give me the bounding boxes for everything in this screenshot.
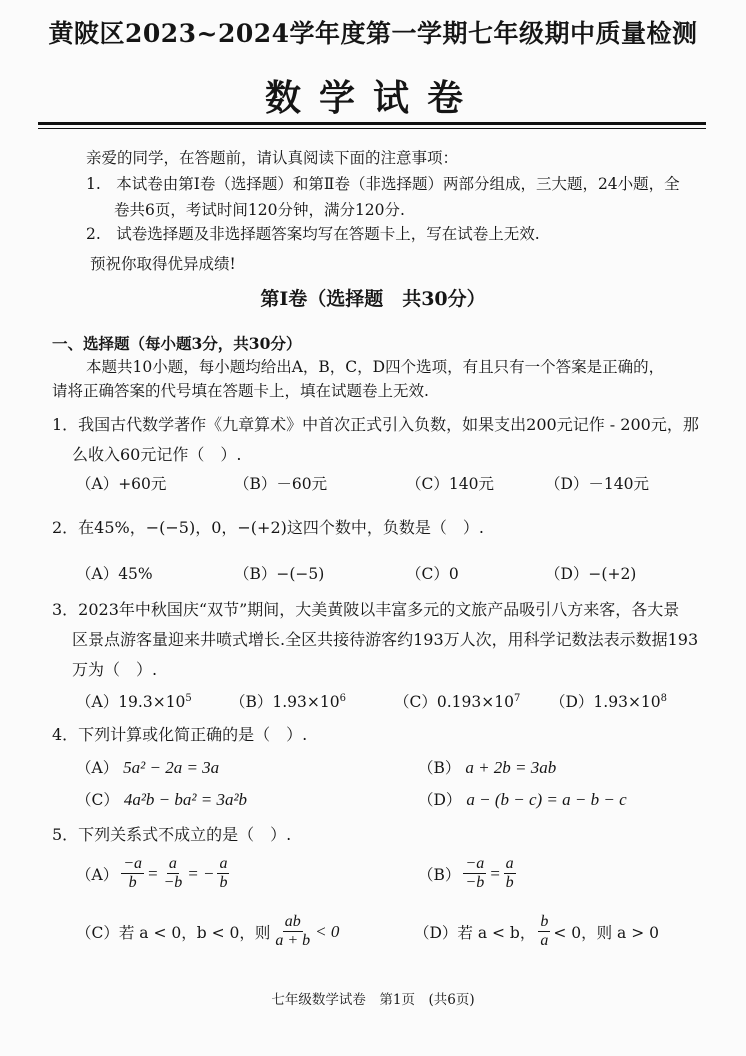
fraction: $\frac{a}{-b}$ <box>163 855 183 892</box>
exam-title: 黄陂区2023~2024学年度第一学期七年级期中质量检测 <box>48 19 698 48</box>
fraction: $\frac{a}{b}$ <box>505 855 514 892</box>
question-3-stem-line-3: 万为（ ）. <box>72 660 158 679</box>
fraction: $\frac{-a}{b}$ <box>123 855 142 892</box>
title-rule-thin <box>38 128 706 129</box>
question-5-option-a: （A） $\frac{-a}{b}$ = $\frac{a}{-b}$ = − $\frac{a}{b}$ <box>76 855 228 892</box>
question-5-option-b: （B） $\frac{-a}{-b}$ = $\frac{a}{b}$ <box>418 855 514 892</box>
part-intro-line-2: 请将正确答案的代号填在答题卡上，填在试题卷上无效. <box>52 382 429 400</box>
question-4-option-b: （B） a + 2b = 3ab <box>418 758 557 777</box>
notice-item-1-line-1: 1. 本试卷由第Ⅰ卷（选择题）和第Ⅱ卷（非选择题）两部分组成，三大题，24小题，全 <box>86 175 680 193</box>
question-4-option-a: （A） 5a² − 2a = 3a <box>76 758 220 777</box>
question-2-option-a: （A）45% <box>76 565 153 583</box>
question-1-option-a: （A）+60元 <box>76 475 167 493</box>
question-3-option-d: $(D)1.93\times 10^8$ <box>550 692 668 711</box>
notice-item-1-line-2: 卷共6页，考试时间120分钟，满分120分. <box>114 201 405 219</box>
question-2-option-b: （B）−(−5) <box>234 565 325 583</box>
notice-wish: 预祝你取得优异成绩! <box>90 255 236 273</box>
question-1-option-b: （B）－60元 <box>234 475 328 493</box>
question-2-stem: 2．在45%，−(−5)，0，−(+2)这四个数中，负数是（ ）. <box>52 518 484 537</box>
question-1-option-c: （C）140元 <box>406 475 494 493</box>
question-4-option-d: （D） a − (b − c) = a − b − c <box>418 790 627 809</box>
question-1-stem-line-2: 么收入60元记作（ ）. <box>72 445 242 464</box>
part-title: 一、选择题（每小题3分，共30分） <box>52 334 302 353</box>
question-3-stem-line-1: 3．2023年中秋国庆“双节”期间，大美黄陂以丰富多元的文旅产品吸引八方来客，各大景 <box>52 600 680 619</box>
paper-title: 数学试卷 <box>264 77 481 119</box>
section-title: 第Ⅰ卷（选择题 共30分） <box>260 288 486 310</box>
question-2-option-c: （C）0 <box>406 565 459 583</box>
question-1-stem-line-1: 1．我国古代数学著作《九章算术》中首次正式引入负数，如果支出200元记作 - 200元，那 <box>52 415 699 434</box>
page-footer: 七年级数学试卷 第1页 (共6页) <box>271 992 475 1008</box>
fraction: $\frac{ab}{a + b}$ <box>275 913 311 950</box>
fraction: $\frac{a}{b}$ <box>219 855 228 892</box>
notice-greeting: 亲爱的同学，在答题前，请认真阅读下面的注意事项： <box>86 149 459 167</box>
fraction: $\frac{-a}{-b}$ <box>465 855 485 892</box>
question-3-option-a: $(A)19.3\times 10^5$ <box>76 692 192 711</box>
question-4-option-c: （C） 4a²b − ba² = 3a²b <box>76 790 248 809</box>
question-3-option-c: $(C)0.193\times 10^7$ <box>394 692 521 711</box>
question-5-option-c: （C）若 a < 0，b < 0，则 $\frac{ab}{a + b}$ < 0 <box>76 913 340 950</box>
question-1-option-d: （D）－140元 <box>545 475 650 493</box>
title-rule-thick <box>38 122 706 125</box>
question-5-option-d: （D）若 a < b， $\frac{b}{a}$ < 0，则 a > 0 <box>414 913 660 950</box>
question-2-option-d: （D）−(+2) <box>545 565 637 583</box>
question-4-stem: 4．下列计算或化简正确的是（ ）. <box>52 725 308 744</box>
part-intro-line-1: 本题共10小题，每小题均给出A，B，C，D四个选项，有且只有一个答案是正确的， <box>86 358 665 376</box>
question-3-stem-line-2: 区景点游客量迎来井喷式增长.全区共接待游客约193万人次，用科学记数法表示数据193 <box>72 630 699 649</box>
question-3-option-b: $(B)1.93\times 10^6$ <box>230 692 346 711</box>
fraction: $\frac{b}{a}$ <box>540 913 549 950</box>
question-5-stem: 5．下列关系式不成立的是（ ）. <box>52 825 292 844</box>
notice-item-2: 2. 试卷选择题及非选择题答案均写在答题卡上，写在试卷上无效. <box>86 225 540 243</box>
